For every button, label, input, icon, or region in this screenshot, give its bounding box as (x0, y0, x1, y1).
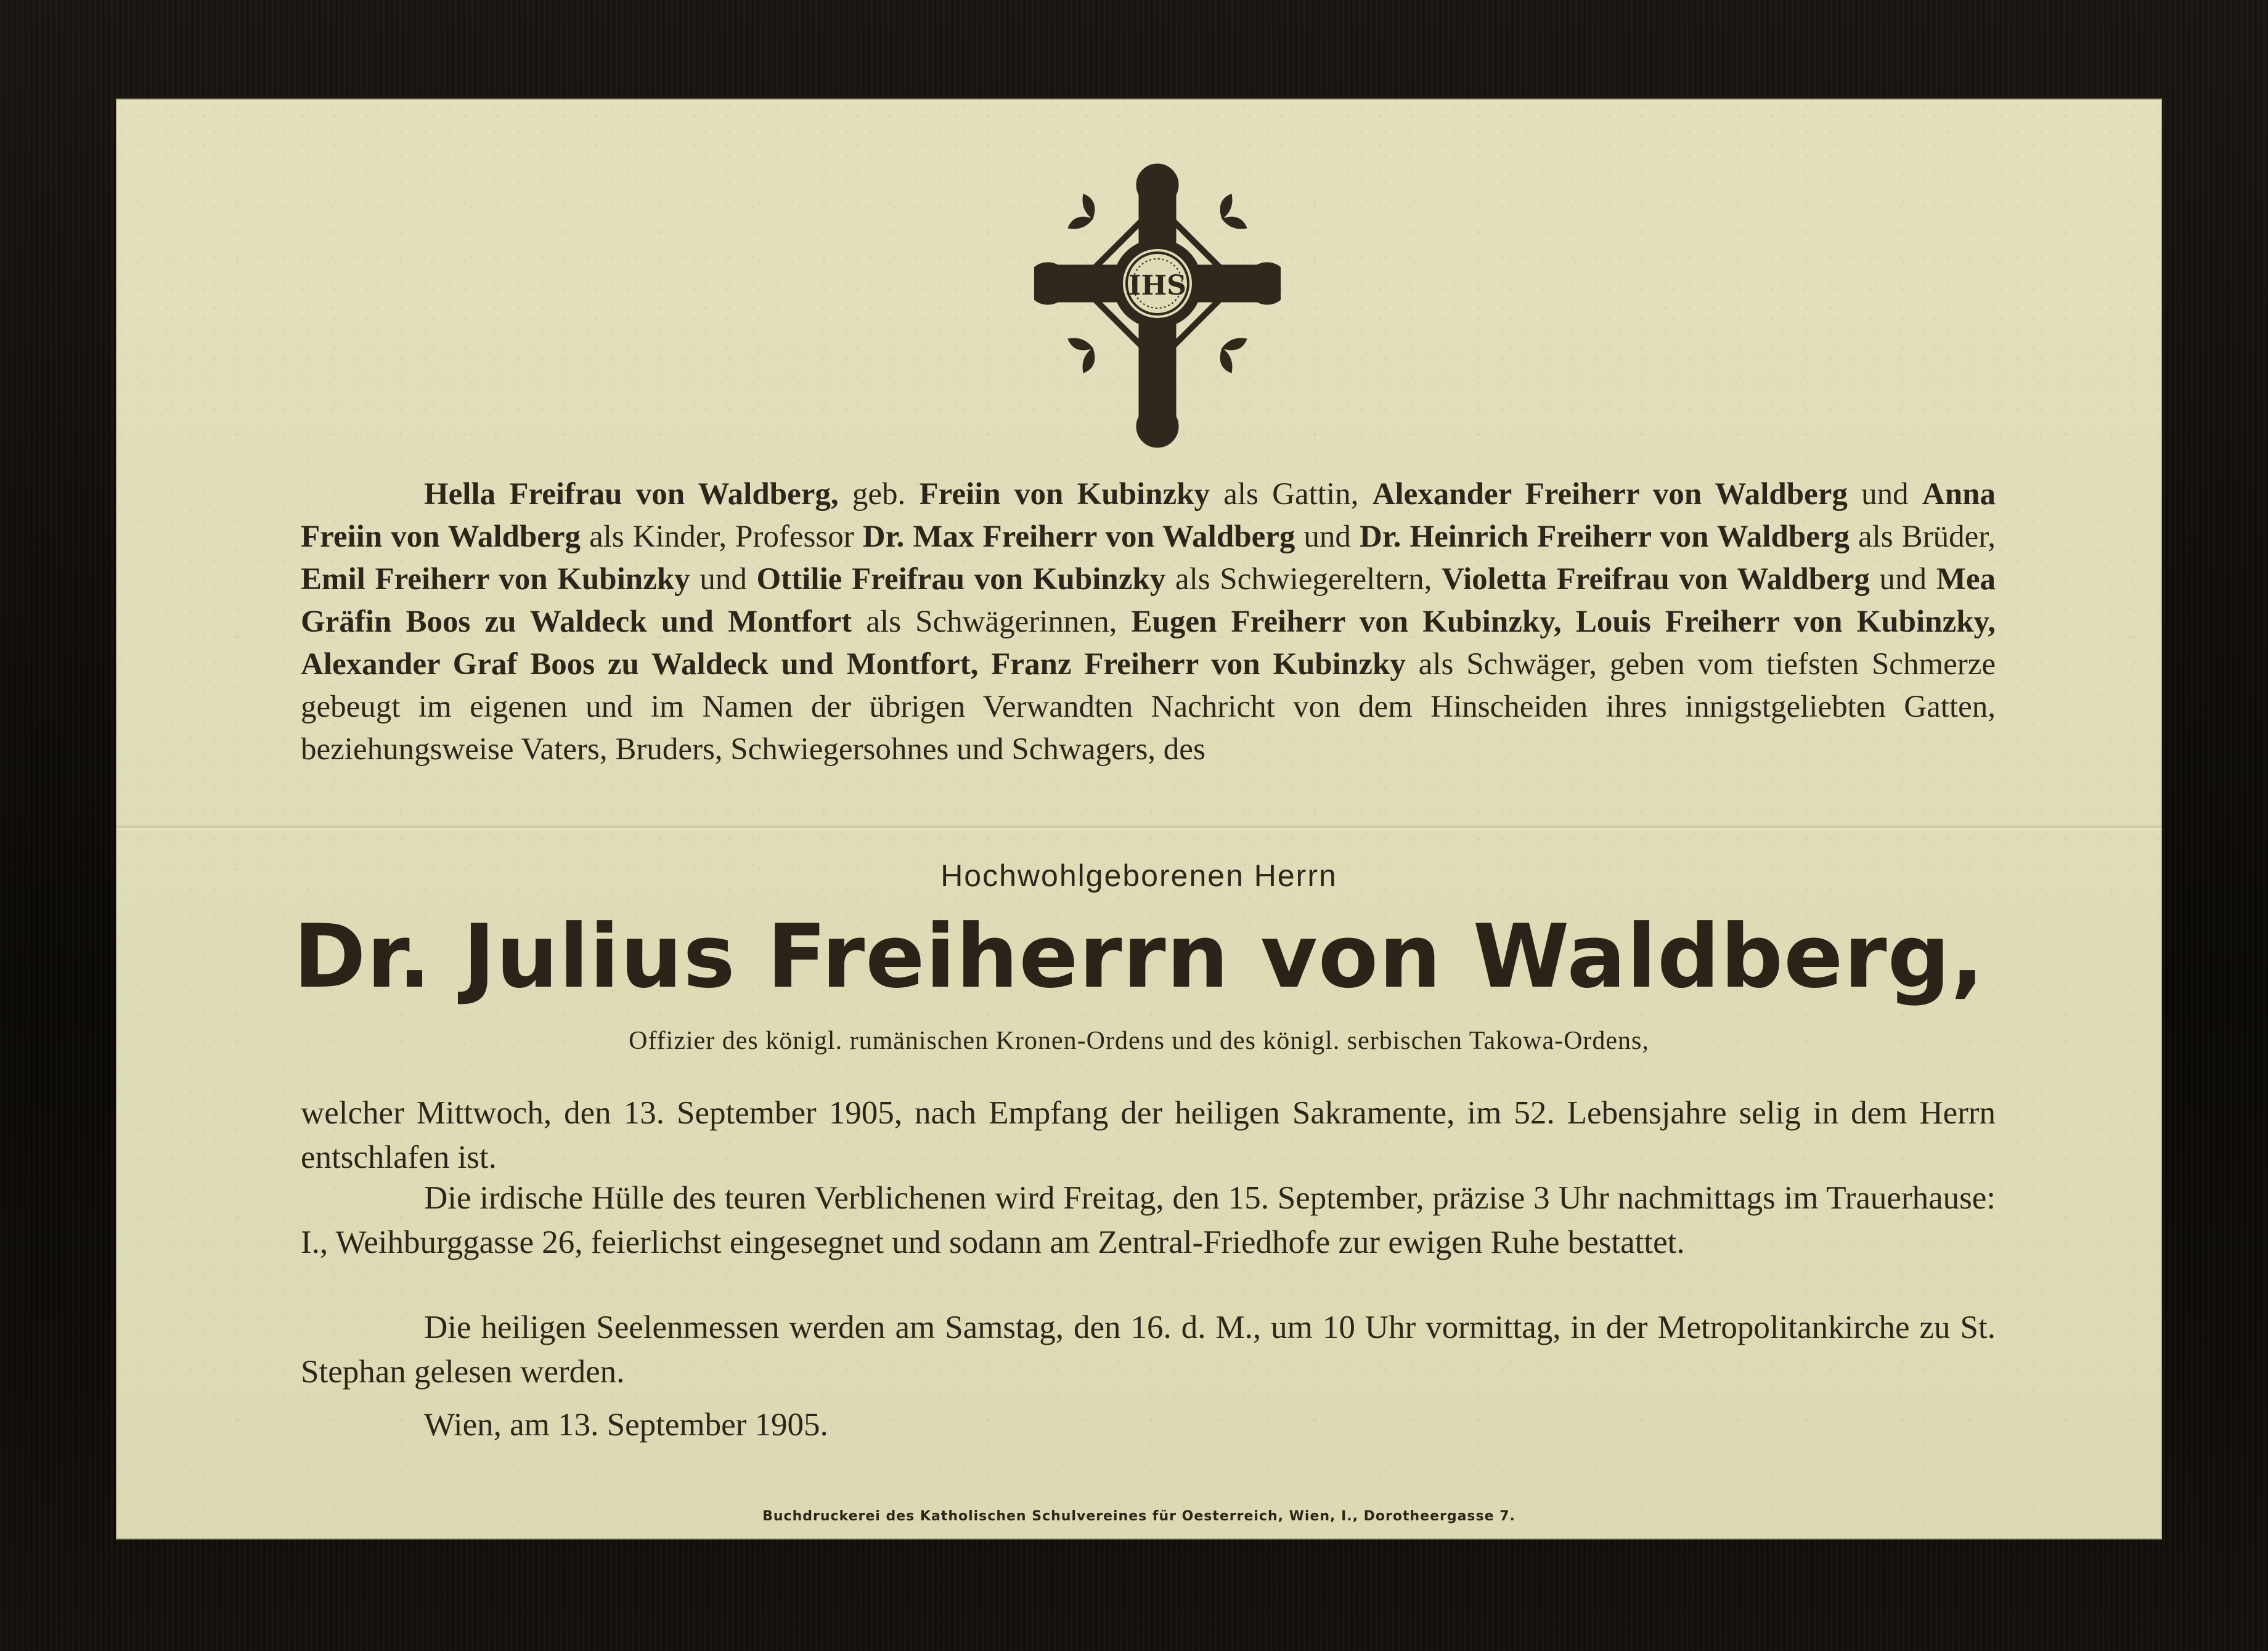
bold-name-span: Hella Freifrau von Waldberg, (424, 477, 839, 512)
text-span: als Brüder, (1849, 520, 1996, 554)
bold-name-span: Eugen Freiherr von Kubinzky, Louis Freiherr von Kubinzky, Alexander Graf Boos zu Waldeck und Montfort, Franz Freiherr von Kubinzky (301, 605, 1996, 682)
ornamental-cross-icon (1034, 160, 1281, 450)
text-span: und (1869, 562, 1936, 597)
mass-paragraph: Die heiligen Seelenmessen werden am Samstag, den 16. d. M., um 10 Uhr vormittag, in der Metropolitankirche zu St. Stephan gelesen werden. (301, 1310, 1996, 1390)
place-and-date: Wien, am 13. September 1905. (424, 1407, 828, 1443)
text-span: als Kinder, Professor (581, 520, 863, 554)
bold-name-span: Mea Gräfin Boos zu Waldeck und Montfort (301, 562, 1996, 639)
text-span: und (690, 562, 757, 597)
bold-name-span: Ottilie Freifrau von Kubinzky (756, 562, 1166, 597)
text-span: als Schwäger, geben vom tiefsten Schmerze gebeugt im eigenen und im Namen der übrigen Verwandten Nachricht von dem Hinscheiden ihres innigstgeliebten Gatten, beziehungsweise Vaters, Bruders, Schwiegersohnes und Schwagers, des (301, 647, 1996, 767)
text-span: als Schwiegereltern, (1165, 562, 1442, 597)
bold-name-span: Alexander Freiherr von Waldberg (1372, 477, 1848, 512)
text-span: geb. (838, 477, 920, 512)
bold-name-span: Anna Freiin von Waldberg (301, 477, 1996, 554)
announcement-paragraph (301, 473, 1996, 771)
funeral-paragraph: Die irdische Hülle des teuren Verblichenen wird Freitag, den 15. September, präzise 3 Uhr nachmittags im Trauerhause: I., Weihburggasse 26, feierlichst eingesegnet und sodann am Zentral-Friedhofe zur ewigen Ruhe bestattet. (301, 1180, 1996, 1260)
printer-imprint: Buchdruckerei des Katholischen Schulvereines für Oesterreich, Wien, I., Dorotheergasse 7. (762, 1509, 1515, 1524)
bold-name-span: Freiin von Kubinzky (919, 477, 1210, 512)
deceased-name: Dr. Julius Freiherrn von Waldberg, (293, 906, 1985, 1008)
paper-fold (116, 825, 2162, 831)
text-span: als Schwägerinnen, (852, 605, 1132, 639)
bold-name-span: Emil Freiherr von Kubinzky (301, 562, 690, 597)
text-span: und (1295, 520, 1360, 554)
bold-name-span: Dr. Max Freiherr von Waldberg (862, 520, 1295, 554)
text-span: als Gattin, (1210, 477, 1373, 512)
ihs-monogram: IHS (1128, 270, 1186, 301)
death-notice-sheet (116, 99, 2162, 1539)
bold-name-span: Dr. Heinrich Freiherr von Waldberg (1359, 520, 1850, 554)
text-span: und (1847, 477, 1922, 512)
distinction-line: Offizier des königl. rumänischen Kronen-Ordens und des königl. serbischen Takowa-Ordens, (629, 1027, 1649, 1055)
honorific: Hochwohlgeborenen Herrn (940, 858, 1337, 893)
death-paragraph: welcher Mittwoch, den 13. September 1905, nach Empfang der heiligen Sakramente, im 52. Lebensjahre selig in dem Herrn entschlafen ist. (301, 1095, 1996, 1175)
bold-name-span: Violetta Freifrau von Waldberg (1442, 562, 1870, 597)
